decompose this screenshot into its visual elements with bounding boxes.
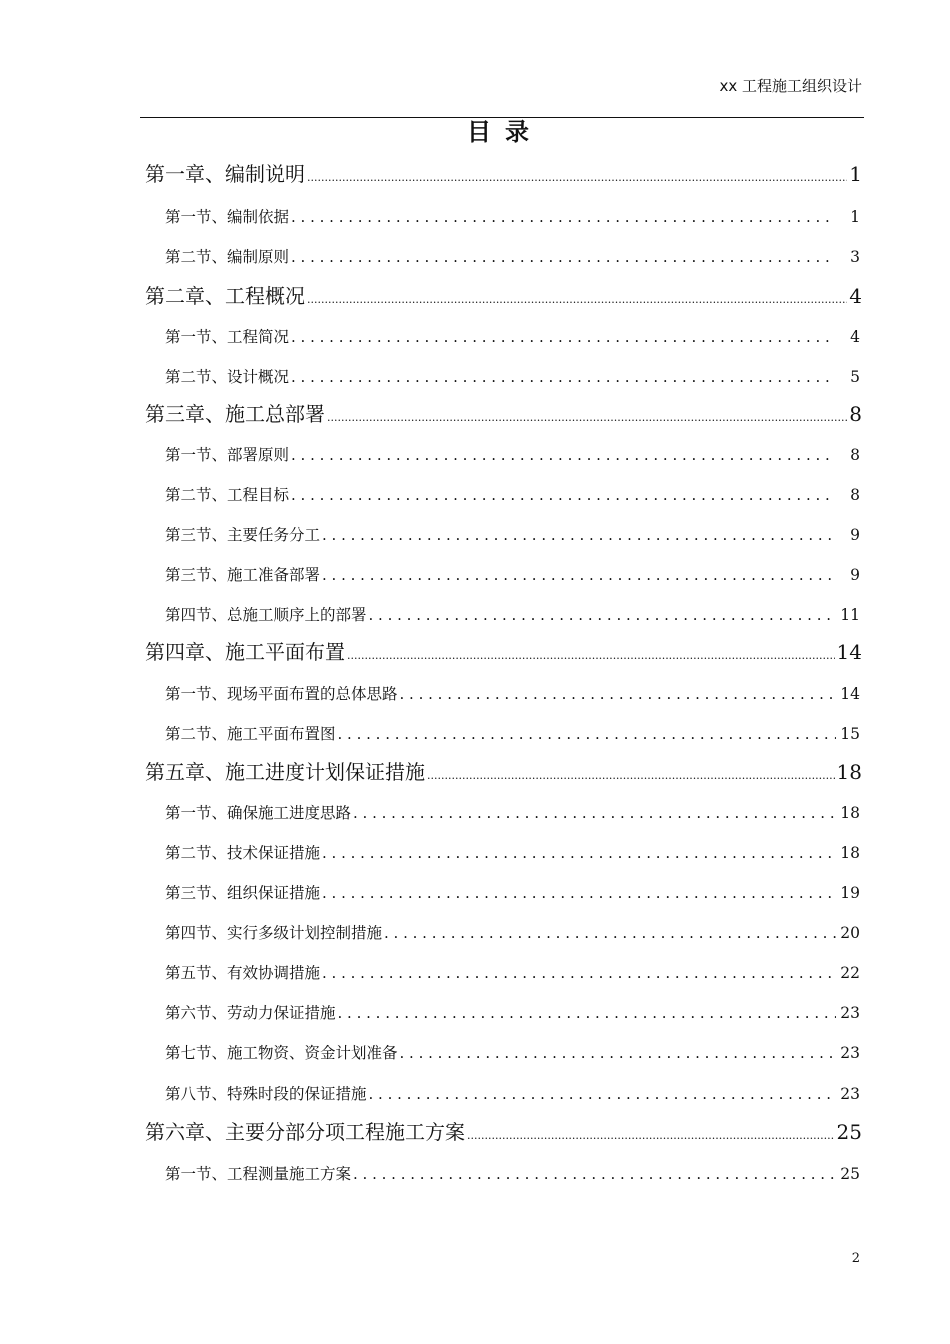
toc-entry-label: 第三章、施工总部署	[145, 402, 325, 426]
toc-section-entry[interactable]	[165, 365, 860, 387]
toc-entry-label: 第三节、施工准备部署	[165, 566, 321, 584]
toc-section-entry[interactable]	[165, 325, 860, 347]
toc-section-entry[interactable]	[165, 1001, 860, 1023]
toc-entry-label: 第三节、组织保证措施	[165, 884, 321, 902]
toc-entry-page: 4	[849, 284, 862, 308]
toc-entry-label: 第一节、编制依据	[165, 208, 290, 226]
toc-entry-label: 第一节、确保施工进度思路	[165, 804, 352, 822]
toc-dot-leader	[291, 248, 836, 266]
toc-entry-label: 第一节、工程简况	[165, 328, 290, 346]
toc-section-entry[interactable]	[165, 1162, 860, 1184]
toc-entry-page: 3	[850, 248, 860, 266]
toc-section-entry[interactable]	[165, 603, 860, 625]
toc-dot-leader	[427, 760, 835, 784]
toc-section-entry[interactable]	[165, 682, 860, 704]
toc-section-entry[interactable]	[165, 245, 860, 267]
toc-dot-leader	[353, 804, 836, 822]
toc-dot-leader	[291, 446, 836, 464]
toc-chapter-entry[interactable]	[145, 636, 862, 665]
toc-section-entry[interactable]	[165, 443, 860, 465]
toc-entry-label: 第二节、工程目标	[165, 486, 290, 504]
toc-entry-page: 8	[850, 486, 860, 504]
toc-dot-leader	[400, 1044, 836, 1062]
toc-section-entry[interactable]	[165, 881, 860, 903]
toc-entry-page: 18	[840, 844, 860, 862]
toc-chapter-entry[interactable]	[145, 756, 862, 785]
toc-dot-leader	[353, 1165, 836, 1183]
toc-section-entry[interactable]	[165, 483, 860, 505]
toc-entry-label: 第二节、技术保证措施	[165, 844, 321, 862]
toc-entry-page: 23	[840, 1044, 860, 1062]
toc-entry-page: 1	[850, 208, 860, 226]
toc-entry-page: 5	[850, 368, 860, 386]
toc-entry-label: 第五章、施工进度计划保证措施	[145, 760, 425, 784]
toc-entry-page: 25	[840, 1165, 860, 1183]
toc-entry-page: 23	[840, 1085, 860, 1103]
toc-dot-leader	[291, 208, 836, 226]
toc-section-entry[interactable]	[165, 563, 860, 585]
toc-section-entry[interactable]	[165, 523, 860, 545]
toc-section-entry[interactable]	[165, 1082, 860, 1104]
toc-chapter-entry[interactable]	[145, 280, 862, 309]
toc-dot-leader	[291, 368, 836, 386]
toc-entry-label: 第四节、实行多级计划控制措施	[165, 924, 383, 942]
toc-entry-page: 8	[849, 402, 862, 426]
toc-entry-page: 9	[850, 566, 860, 584]
toc-heading: 目录	[467, 117, 543, 146]
toc-dot-leader	[322, 964, 836, 982]
toc-dot-leader	[322, 566, 836, 584]
toc-dot-leader	[307, 162, 847, 186]
toc-dot-leader	[291, 328, 836, 346]
toc-entry-label: 第一节、部署原则	[165, 446, 290, 464]
toc-dot-leader	[400, 685, 836, 703]
toc-dot-leader	[291, 486, 836, 504]
toc-entry-label: 第二节、编制原则	[165, 248, 290, 266]
toc-dot-leader	[467, 1120, 835, 1144]
toc-dot-leader	[369, 606, 836, 624]
toc-entry-page: 19	[840, 884, 860, 902]
toc-entry-page: 14	[840, 685, 860, 703]
toc-entry-page: 11	[840, 606, 860, 624]
toc-section-entry[interactable]	[165, 841, 860, 863]
toc-dot-leader	[369, 1085, 836, 1103]
toc-entry-label: 第四章、施工平面布置	[145, 640, 345, 664]
toc-entry-label: 第三节、主要任务分工	[165, 526, 321, 544]
toc-entry-page: 23	[840, 1004, 860, 1022]
toc-dot-leader	[327, 402, 847, 426]
toc-section-entry[interactable]	[165, 801, 860, 823]
header-title: xx 工程施工组织设计	[719, 77, 862, 95]
toc-entry-page: 14	[836, 640, 862, 664]
toc-entry-page: 22	[840, 964, 860, 982]
page-number: 2	[851, 1251, 860, 1266]
toc-dot-leader	[347, 640, 835, 664]
toc-entry-label: 第一节、现场平面布置的总体思路	[165, 685, 398, 703]
toc-dot-leader	[307, 284, 847, 308]
toc-entry-page: 25	[836, 1120, 862, 1144]
toc-chapter-entry[interactable]	[145, 158, 862, 187]
toc-section-entry[interactable]	[165, 722, 860, 744]
toc-entry-label: 第五节、有效协调措施	[165, 964, 321, 982]
toc-entry-label: 第二章、工程概况	[145, 284, 305, 308]
toc-entry-label: 第六节、劳动力保证措施	[165, 1004, 336, 1022]
toc-entry-label: 第二节、施工平面布置图	[165, 725, 336, 743]
toc-dot-leader	[322, 844, 836, 862]
toc-section-entry[interactable]	[165, 1041, 860, 1063]
toc-entry-page: 8	[850, 446, 860, 464]
toc-entry-page: 20	[840, 924, 860, 942]
toc-section-entry[interactable]	[165, 205, 860, 227]
toc-dot-leader	[322, 884, 836, 902]
toc-entry-page: 1	[849, 162, 862, 186]
toc-entry-label: 第六章、主要分部分项工程施工方案	[145, 1120, 465, 1144]
toc-entry-label: 第一节、工程测量施工方案	[165, 1165, 352, 1183]
toc-chapter-entry[interactable]	[145, 1116, 862, 1145]
toc-chapter-entry[interactable]	[145, 398, 862, 427]
toc-entry-label: 第八节、特殊时段的保证措施	[165, 1085, 367, 1103]
toc-section-entry[interactable]	[165, 921, 860, 943]
toc-entry-page: 15	[840, 725, 860, 743]
toc-entry-label: 第一章、编制说明	[145, 162, 305, 186]
toc-dot-leader	[338, 725, 836, 743]
toc-entry-label: 第二节、设计概况	[165, 368, 290, 386]
toc-entry-page: 4	[850, 328, 860, 346]
toc-dot-leader	[322, 526, 836, 544]
toc-entry-label: 第四节、总施工顺序上的部署	[165, 606, 367, 624]
toc-entry-page: 18	[840, 804, 860, 822]
toc-dot-leader	[384, 924, 836, 942]
toc-section-entry[interactable]	[165, 961, 860, 983]
toc-entry-page: 9	[850, 526, 860, 544]
toc-dot-leader	[338, 1004, 836, 1022]
toc-entry-page: 18	[836, 760, 862, 784]
toc-entry-label: 第七节、施工物资、资金计划准备	[165, 1044, 398, 1062]
